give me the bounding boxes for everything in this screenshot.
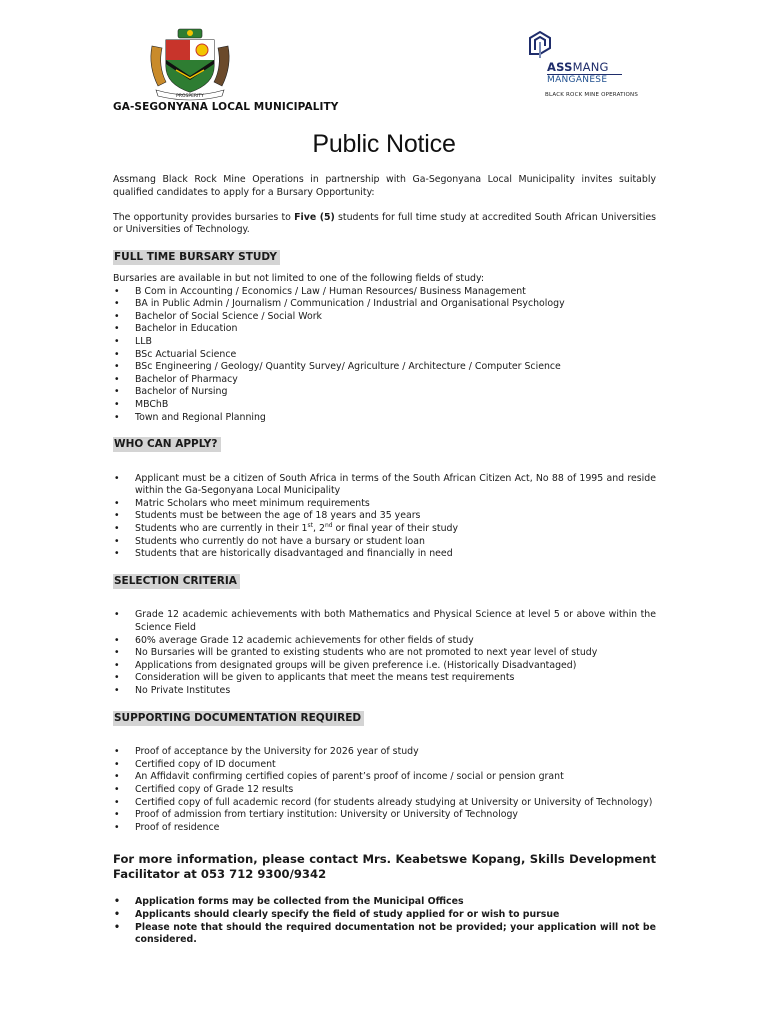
list-item: • Proof of acceptance by the University for 2026 year of study — [113, 746, 656, 759]
list-item: • Bachelor of Pharmacy — [113, 374, 656, 387]
list-item: • BA in Public Admin / Journalism / Communication / Industrial and Organisational Psychology — [113, 298, 656, 311]
section-heading-supporting-docs: SUPPORTING DOCUMENTATION REQUIRED — [113, 711, 364, 726]
list-item: • Applications from designated groups will be given preference i.e. (Historically Disadvantaged) — [113, 660, 656, 673]
assmang-emblem-icon — [528, 30, 552, 60]
municipality-crest-logo — [146, 26, 234, 102]
list-item: • Students who currently do not have a bursary or student loan — [113, 536, 656, 549]
list-item: • No Bursaries will be granted to existing students who are not promoted to next year level of study — [113, 647, 656, 660]
list-item: • Certified copy of ID document — [113, 759, 656, 772]
brand-division: BLACK ROCK MINE OPERATIONS — [545, 92, 639, 98]
crest-motto: PROSPERITY — [176, 94, 204, 99]
list-item: • An Affidavit confirming certified copies of parent’s proof of income / social or pension grant — [113, 771, 656, 784]
list-item: • Proof of admission from tertiary institution: University or University of Technology — [113, 809, 656, 822]
list-item: • No Private Institutes — [113, 685, 656, 698]
bursary-lead: Bursaries are available in but not limited to one of the following fields of study: — [113, 272, 485, 284]
crest-icon — [146, 26, 234, 102]
list-item: • Consideration will be given to applicants that meet the means test requirements — [113, 672, 656, 685]
field-of-study-list — [113, 286, 656, 425]
list-item: • MBChB — [113, 399, 656, 412]
supporting-docs-list — [113, 746, 656, 834]
list-item: • Applicant must be a citizen of South Africa in terms of the South African Citizen Act, No 88 of 1995 and reside within the Ga-Segonyana Local Municipality — [113, 473, 656, 498]
list-item: • Bachelor in Education — [113, 323, 656, 336]
list-item: • Please note that should the required documentation not be provided; your application will not be considered. — [113, 922, 656, 947]
intro-paragraph: Assmang Black Rock Mine Operations in partnership with Ga-Segonyana Local Municipality invites suitably qualified candidates to apply for a Bursary Opportunity: — [113, 174, 656, 198]
selection-criteria-list — [113, 609, 656, 697]
notice-body — [113, 174, 656, 947]
list-item: • LLB — [113, 336, 656, 349]
list-item: • Grade 12 academic achievements with both Mathematics and Physical Science at level 5 or above within the Science Field — [113, 609, 656, 634]
list-item: • B Com in Accounting / Economics / Law / Human Resources/ Business Management — [113, 286, 656, 299]
list-item: • Matric Scholars who meet minimum requirements — [113, 498, 656, 511]
application-notes-list — [113, 896, 656, 946]
brand-subtitle: MANGANESE — [547, 75, 608, 85]
list-item: • Bachelor of Nursing — [113, 386, 656, 399]
eligibility-list — [113, 473, 656, 561]
list-item: • Bachelor of Social Science / Social Work — [113, 311, 656, 324]
municipality-name: GA-SEGONYANA LOCAL MUNICIPALITY — [113, 101, 339, 113]
list-item: • Town and Regional Planning — [113, 412, 656, 425]
page-title: Public Notice — [312, 130, 456, 158]
assmang-wordmark: ASSMANG — [547, 60, 609, 74]
list-item: • BSc Engineering / Geology/ Quantity Survey/ Agriculture / Architecture / Computer Science — [113, 361, 656, 374]
list-item: • Applicants should clearly specify the field of study applied for or wish to pursue — [113, 909, 656, 922]
list-item: • Students must be between the age of 18 years and 35 years — [113, 510, 656, 523]
section-heading-selection-criteria: SELECTION CRITERIA — [113, 574, 240, 589]
list-item: • Students that are historically disadvantaged and financially in need — [113, 548, 656, 561]
contact-information: For more information, please contact Mrs. Keabetswe Kopang, Skills Development Facilitator at 053 712 9300/9342 — [113, 852, 656, 882]
assmang-logo — [524, 30, 674, 102]
list-item: • Certified copy of Grade 12 results — [113, 784, 656, 797]
list-item: • 60% average Grade 12 academic achievements for other fields of study — [113, 635, 656, 648]
section-heading-bursary: FULL TIME BURSARY STUDY — [113, 250, 280, 265]
list-item: • BSc Actuarial Science — [113, 349, 656, 362]
section-heading-who-can-apply: WHO CAN APPLY? — [113, 437, 221, 452]
list-item: • Application forms may be collected from the Municipal Offices — [113, 896, 656, 909]
list-item: • Students who are currently in their 1st, 2nd or final year of their study — [113, 523, 656, 536]
bursary-count: Five (5) — [294, 211, 335, 223]
list-item: • Proof of residence — [113, 822, 656, 835]
opportunity-paragraph: The opportunity provides bursaries to Five (5) students for full time study at accredited South African Universities or Universities of Technology. — [113, 211, 656, 236]
list-item: • Certified copy of full academic record (for students already studying at University or University of Technology) — [113, 797, 656, 810]
